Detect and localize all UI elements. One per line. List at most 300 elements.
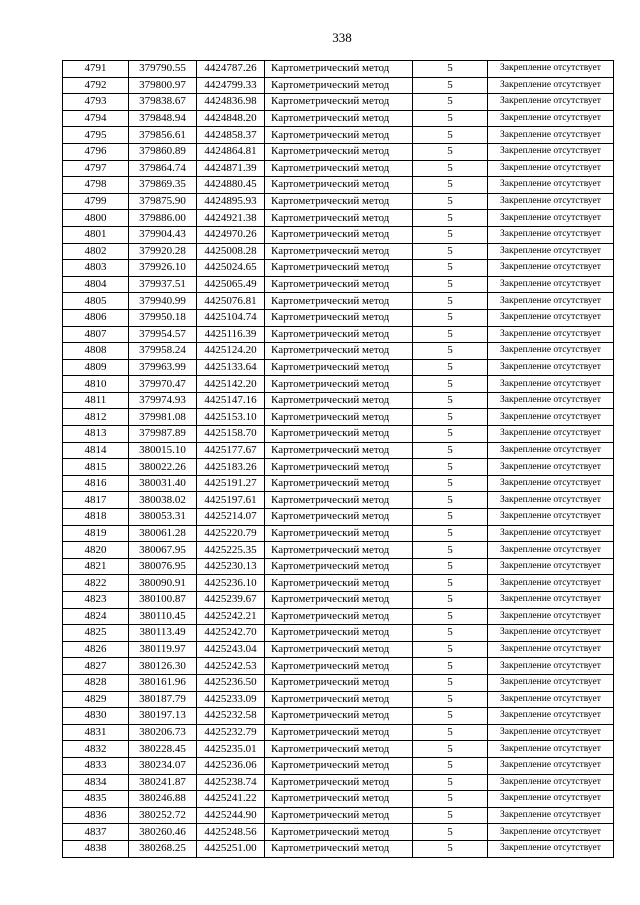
accuracy-cell: 5 bbox=[413, 575, 488, 592]
method-cell: Картометрический метод bbox=[265, 708, 413, 725]
method-cell: Картометрический метод bbox=[265, 276, 413, 293]
fixing-cell: Закрепление отсутствует bbox=[488, 127, 614, 144]
x-coordinate-cell: 380022.26 bbox=[129, 459, 197, 476]
x-coordinate-cell: 380268.25 bbox=[129, 840, 197, 857]
method-cell: Картометрический метод bbox=[265, 608, 413, 625]
table-row bbox=[63, 475, 614, 492]
table-row bbox=[63, 193, 614, 210]
x-coordinate-cell: 380038.02 bbox=[129, 492, 197, 509]
y-coordinate-cell: 4425238.74 bbox=[197, 774, 265, 791]
y-coordinate-cell: 4424921.38 bbox=[197, 210, 265, 227]
fixing-cell: Закрепление отсутствует bbox=[488, 293, 614, 310]
table-row bbox=[63, 392, 614, 409]
fixing-cell: Закрепление отсутствует bbox=[488, 426, 614, 443]
table-row bbox=[63, 608, 614, 625]
method-cell: Картометрический метод bbox=[265, 359, 413, 376]
x-coordinate-cell: 380228.45 bbox=[129, 741, 197, 758]
fixing-cell: Закрепление отсутствует bbox=[488, 658, 614, 675]
coordinates-table bbox=[62, 60, 614, 858]
accuracy-cell: 5 bbox=[413, 94, 488, 111]
table-row bbox=[63, 143, 614, 160]
table-body bbox=[63, 61, 614, 858]
accuracy-cell: 5 bbox=[413, 691, 488, 708]
fixing-cell: Закрепление отсутствует bbox=[488, 276, 614, 293]
accuracy-cell: 5 bbox=[413, 110, 488, 127]
y-coordinate-cell: 4425243.04 bbox=[197, 641, 265, 658]
x-coordinate-cell: 379940.99 bbox=[129, 293, 197, 310]
fixing-cell: Закрепление отсутствует bbox=[488, 210, 614, 227]
x-coordinate-cell: 379856.61 bbox=[129, 127, 197, 144]
fixing-cell: Закрепление отсутствует bbox=[488, 110, 614, 127]
y-coordinate-cell: 4425104.74 bbox=[197, 309, 265, 326]
fixing-cell: Закрепление отсутствует bbox=[488, 459, 614, 476]
method-cell: Картометрический метод bbox=[265, 376, 413, 393]
x-coordinate-cell: 379963.99 bbox=[129, 359, 197, 376]
accuracy-cell: 5 bbox=[413, 608, 488, 625]
accuracy-cell: 5 bbox=[413, 326, 488, 343]
fixing-cell: Закрепление отсутствует bbox=[488, 674, 614, 691]
table-row bbox=[63, 293, 614, 310]
y-coordinate-cell: 4425214.07 bbox=[197, 509, 265, 526]
y-coordinate-cell: 4425220.79 bbox=[197, 525, 265, 542]
accuracy-cell: 5 bbox=[413, 492, 488, 509]
fixing-cell: Закрепление отсутствует bbox=[488, 392, 614, 409]
x-coordinate-cell: 380076.95 bbox=[129, 558, 197, 575]
point-number-cell: 4797 bbox=[63, 160, 129, 177]
point-number-cell: 4827 bbox=[63, 658, 129, 675]
y-coordinate-cell: 4424895.93 bbox=[197, 193, 265, 210]
point-number-cell: 4806 bbox=[63, 309, 129, 326]
table-row bbox=[63, 127, 614, 144]
y-coordinate-cell: 4425065.49 bbox=[197, 276, 265, 293]
accuracy-cell: 5 bbox=[413, 143, 488, 160]
accuracy-cell: 5 bbox=[413, 824, 488, 841]
table-row bbox=[63, 309, 614, 326]
fixing-cell: Закрепление отсутствует bbox=[488, 226, 614, 243]
method-cell: Картометрический метод bbox=[265, 625, 413, 642]
x-coordinate-cell: 379860.89 bbox=[129, 143, 197, 160]
table-row bbox=[63, 160, 614, 177]
x-coordinate-cell: 380053.31 bbox=[129, 509, 197, 526]
accuracy-cell: 5 bbox=[413, 708, 488, 725]
x-coordinate-cell: 380241.87 bbox=[129, 774, 197, 791]
y-coordinate-cell: 4425225.35 bbox=[197, 542, 265, 559]
point-number-cell: 4821 bbox=[63, 558, 129, 575]
fixing-cell: Закрепление отсутствует bbox=[488, 774, 614, 791]
method-cell: Картометрический метод bbox=[265, 757, 413, 774]
method-cell: Картометрический метод bbox=[265, 210, 413, 227]
point-number-cell: 4816 bbox=[63, 475, 129, 492]
accuracy-cell: 5 bbox=[413, 276, 488, 293]
accuracy-cell: 5 bbox=[413, 293, 488, 310]
point-number-cell: 4804 bbox=[63, 276, 129, 293]
accuracy-cell: 5 bbox=[413, 475, 488, 492]
table-row bbox=[63, 409, 614, 426]
y-coordinate-cell: 4425235.01 bbox=[197, 741, 265, 758]
x-coordinate-cell: 380113.49 bbox=[129, 625, 197, 642]
accuracy-cell: 5 bbox=[413, 376, 488, 393]
method-cell: Картометрический метод bbox=[265, 127, 413, 144]
y-coordinate-cell: 4425236.10 bbox=[197, 575, 265, 592]
point-number-cell: 4794 bbox=[63, 110, 129, 127]
y-coordinate-cell: 4425024.65 bbox=[197, 260, 265, 277]
accuracy-cell: 5 bbox=[413, 757, 488, 774]
point-number-cell: 4819 bbox=[63, 525, 129, 542]
accuracy-cell: 5 bbox=[413, 641, 488, 658]
table-row bbox=[63, 592, 614, 609]
x-coordinate-cell: 380061.28 bbox=[129, 525, 197, 542]
method-cell: Картометрический метод bbox=[265, 824, 413, 841]
fixing-cell: Закрепление отсутствует bbox=[488, 442, 614, 459]
accuracy-cell: 5 bbox=[413, 226, 488, 243]
fixing-cell: Закрепление отсутствует bbox=[488, 608, 614, 625]
method-cell: Картометрический метод bbox=[265, 724, 413, 741]
y-coordinate-cell: 4425236.06 bbox=[197, 757, 265, 774]
y-coordinate-cell: 4425239.67 bbox=[197, 592, 265, 609]
fixing-cell: Закрепление отсутствует bbox=[488, 94, 614, 111]
fixing-cell: Закрепление отсутствует bbox=[488, 824, 614, 841]
y-coordinate-cell: 4425191.27 bbox=[197, 475, 265, 492]
fixing-cell: Закрепление отсутствует bbox=[488, 376, 614, 393]
y-coordinate-cell: 4425242.70 bbox=[197, 625, 265, 642]
fixing-cell: Закрепление отсутствует bbox=[488, 757, 614, 774]
y-coordinate-cell: 4425153.10 bbox=[197, 409, 265, 426]
point-number-cell: 4825 bbox=[63, 625, 129, 642]
accuracy-cell: 5 bbox=[413, 592, 488, 609]
y-coordinate-cell: 4425197.61 bbox=[197, 492, 265, 509]
y-coordinate-cell: 4425076.81 bbox=[197, 293, 265, 310]
accuracy-cell: 5 bbox=[413, 61, 488, 78]
method-cell: Картометрический метод bbox=[265, 575, 413, 592]
fixing-cell: Закрепление отсутствует bbox=[488, 592, 614, 609]
y-coordinate-cell: 4425241.22 bbox=[197, 791, 265, 808]
table-row bbox=[63, 177, 614, 194]
method-cell: Картометрический метод bbox=[265, 293, 413, 310]
table-row bbox=[63, 625, 614, 642]
table-row bbox=[63, 840, 614, 857]
accuracy-cell: 5 bbox=[413, 442, 488, 459]
y-coordinate-cell: 4425251.00 bbox=[197, 840, 265, 857]
point-number-cell: 4823 bbox=[63, 592, 129, 609]
method-cell: Картометрический метод bbox=[265, 459, 413, 476]
accuracy-cell: 5 bbox=[413, 509, 488, 526]
point-number-cell: 4809 bbox=[63, 359, 129, 376]
accuracy-cell: 5 bbox=[413, 177, 488, 194]
point-number-cell: 4802 bbox=[63, 243, 129, 260]
method-cell: Картометрический метод bbox=[265, 243, 413, 260]
method-cell: Картометрический метод bbox=[265, 442, 413, 459]
method-cell: Картометрический метод bbox=[265, 509, 413, 526]
method-cell: Картометрический метод bbox=[265, 741, 413, 758]
x-coordinate-cell: 379869.35 bbox=[129, 177, 197, 194]
y-coordinate-cell: 4424871.39 bbox=[197, 160, 265, 177]
y-coordinate-cell: 4424970.26 bbox=[197, 226, 265, 243]
x-coordinate-cell: 380110.45 bbox=[129, 608, 197, 625]
y-coordinate-cell: 4425183.26 bbox=[197, 459, 265, 476]
y-coordinate-cell: 4425242.53 bbox=[197, 658, 265, 675]
point-number-cell: 4822 bbox=[63, 575, 129, 592]
table-row bbox=[63, 276, 614, 293]
y-coordinate-cell: 4425232.79 bbox=[197, 724, 265, 741]
table-row bbox=[63, 226, 614, 243]
x-coordinate-cell: 379950.18 bbox=[129, 309, 197, 326]
method-cell: Картометрический метод bbox=[265, 674, 413, 691]
method-cell: Картометрический метод bbox=[265, 343, 413, 360]
accuracy-cell: 5 bbox=[413, 791, 488, 808]
fixing-cell: Закрепление отсутствует bbox=[488, 741, 614, 758]
x-coordinate-cell: 380206.73 bbox=[129, 724, 197, 741]
accuracy-cell: 5 bbox=[413, 359, 488, 376]
y-coordinate-cell: 4425142.20 bbox=[197, 376, 265, 393]
table-row bbox=[63, 459, 614, 476]
y-coordinate-cell: 4425244.90 bbox=[197, 807, 265, 824]
accuracy-cell: 5 bbox=[413, 426, 488, 443]
point-number-cell: 4812 bbox=[63, 409, 129, 426]
y-coordinate-cell: 4425233.09 bbox=[197, 691, 265, 708]
point-number-cell: 4830 bbox=[63, 708, 129, 725]
table-row bbox=[63, 359, 614, 376]
x-coordinate-cell: 379920.28 bbox=[129, 243, 197, 260]
fixing-cell: Закрепление отсутствует bbox=[488, 542, 614, 559]
y-coordinate-cell: 4424836.98 bbox=[197, 94, 265, 111]
fixing-cell: Закрепление отсутствует bbox=[488, 177, 614, 194]
x-coordinate-cell: 380126.30 bbox=[129, 658, 197, 675]
method-cell: Картометрический метод bbox=[265, 492, 413, 509]
method-cell: Картометрический метод bbox=[265, 226, 413, 243]
accuracy-cell: 5 bbox=[413, 840, 488, 857]
table-row bbox=[63, 691, 614, 708]
table-row bbox=[63, 542, 614, 559]
y-coordinate-cell: 4425248.56 bbox=[197, 824, 265, 841]
method-cell: Картометрический метод bbox=[265, 61, 413, 78]
accuracy-cell: 5 bbox=[413, 558, 488, 575]
table-row bbox=[63, 210, 614, 227]
table-row bbox=[63, 724, 614, 741]
fixing-cell: Закрепление отсутствует bbox=[488, 791, 614, 808]
method-cell: Картометрический метод bbox=[265, 542, 413, 559]
x-coordinate-cell: 379875.90 bbox=[129, 193, 197, 210]
accuracy-cell: 5 bbox=[413, 674, 488, 691]
accuracy-cell: 5 bbox=[413, 77, 488, 94]
fixing-cell: Закрепление отсутствует bbox=[488, 359, 614, 376]
table-row bbox=[63, 343, 614, 360]
x-coordinate-cell: 379981.08 bbox=[129, 409, 197, 426]
x-coordinate-cell: 380197.13 bbox=[129, 708, 197, 725]
x-coordinate-cell: 379848.94 bbox=[129, 110, 197, 127]
y-coordinate-cell: 4425177.67 bbox=[197, 442, 265, 459]
point-number-cell: 4834 bbox=[63, 774, 129, 791]
fixing-cell: Закрепление отсутствует bbox=[488, 807, 614, 824]
point-number-cell: 4833 bbox=[63, 757, 129, 774]
point-number-cell: 4807 bbox=[63, 326, 129, 343]
point-number-cell: 4836 bbox=[63, 807, 129, 824]
y-coordinate-cell: 4425236.50 bbox=[197, 674, 265, 691]
y-coordinate-cell: 4424880.45 bbox=[197, 177, 265, 194]
x-coordinate-cell: 379974.93 bbox=[129, 392, 197, 409]
fixing-cell: Закрепление отсутствует bbox=[488, 724, 614, 741]
fixing-cell: Закрепление отсутствует bbox=[488, 309, 614, 326]
accuracy-cell: 5 bbox=[413, 243, 488, 260]
accuracy-cell: 5 bbox=[413, 193, 488, 210]
x-coordinate-cell: 379800.97 bbox=[129, 77, 197, 94]
y-coordinate-cell: 4425230.13 bbox=[197, 558, 265, 575]
x-coordinate-cell: 380187.79 bbox=[129, 691, 197, 708]
y-coordinate-cell: 4424858.37 bbox=[197, 127, 265, 144]
point-number-cell: 4796 bbox=[63, 143, 129, 160]
accuracy-cell: 5 bbox=[413, 459, 488, 476]
table-row bbox=[63, 260, 614, 277]
fixing-cell: Закрепление отсутствует bbox=[488, 143, 614, 160]
y-coordinate-cell: 4425158.70 bbox=[197, 426, 265, 443]
x-coordinate-cell: 380067.95 bbox=[129, 542, 197, 559]
fixing-cell: Закрепление отсутствует bbox=[488, 691, 614, 708]
table-row bbox=[63, 807, 614, 824]
y-coordinate-cell: 4424799.33 bbox=[197, 77, 265, 94]
fixing-cell: Закрепление отсутствует bbox=[488, 492, 614, 509]
y-coordinate-cell: 4424787.26 bbox=[197, 61, 265, 78]
x-coordinate-cell: 379838.67 bbox=[129, 94, 197, 111]
fixing-cell: Закрепление отсутствует bbox=[488, 160, 614, 177]
y-coordinate-cell: 4425116.39 bbox=[197, 326, 265, 343]
method-cell: Картометрический метод bbox=[265, 193, 413, 210]
point-number-cell: 4808 bbox=[63, 343, 129, 360]
point-number-cell: 4791 bbox=[63, 61, 129, 78]
method-cell: Картометрический метод bbox=[265, 691, 413, 708]
point-number-cell: 4814 bbox=[63, 442, 129, 459]
x-coordinate-cell: 379864.74 bbox=[129, 160, 197, 177]
accuracy-cell: 5 bbox=[413, 658, 488, 675]
point-number-cell: 4795 bbox=[63, 127, 129, 144]
point-number-cell: 4801 bbox=[63, 226, 129, 243]
fixing-cell: Закрепление отсутствует bbox=[488, 625, 614, 642]
y-coordinate-cell: 4425124.20 bbox=[197, 343, 265, 360]
method-cell: Картометрический метод bbox=[265, 525, 413, 542]
fixing-cell: Закрепление отсутствует bbox=[488, 509, 614, 526]
point-number-cell: 4835 bbox=[63, 791, 129, 808]
method-cell: Картометрический метод bbox=[265, 77, 413, 94]
method-cell: Картометрический метод bbox=[265, 558, 413, 575]
table-row bbox=[63, 757, 614, 774]
accuracy-cell: 5 bbox=[413, 210, 488, 227]
point-number-cell: 4803 bbox=[63, 260, 129, 277]
table-row bbox=[63, 376, 614, 393]
method-cell: Картометрический метод bbox=[265, 592, 413, 609]
table-row bbox=[63, 575, 614, 592]
x-coordinate-cell: 380246.88 bbox=[129, 791, 197, 808]
table-row bbox=[63, 708, 614, 725]
x-coordinate-cell: 380119.97 bbox=[129, 641, 197, 658]
accuracy-cell: 5 bbox=[413, 774, 488, 791]
fixing-cell: Закрепление отсутствует bbox=[488, 409, 614, 426]
table-row bbox=[63, 774, 614, 791]
table-row bbox=[63, 791, 614, 808]
method-cell: Картометрический метод bbox=[265, 94, 413, 111]
x-coordinate-cell: 380031.40 bbox=[129, 475, 197, 492]
fixing-cell: Закрепление отсутствует bbox=[488, 525, 614, 542]
table-row bbox=[63, 61, 614, 78]
x-coordinate-cell: 380090.91 bbox=[129, 575, 197, 592]
method-cell: Картометрический метод bbox=[265, 791, 413, 808]
method-cell: Картометрический метод bbox=[265, 143, 413, 160]
table-row bbox=[63, 641, 614, 658]
method-cell: Картометрический метод bbox=[265, 309, 413, 326]
point-number-cell: 4829 bbox=[63, 691, 129, 708]
point-number-cell: 4799 bbox=[63, 193, 129, 210]
point-number-cell: 4798 bbox=[63, 177, 129, 194]
method-cell: Картометрический метод bbox=[265, 110, 413, 127]
accuracy-cell: 5 bbox=[413, 807, 488, 824]
table-row bbox=[63, 426, 614, 443]
table-row bbox=[63, 492, 614, 509]
x-coordinate-cell: 380015.10 bbox=[129, 442, 197, 459]
method-cell: Картометрический метод bbox=[265, 807, 413, 824]
x-coordinate-cell: 380100.87 bbox=[129, 592, 197, 609]
fixing-cell: Закрепление отсутствует bbox=[488, 558, 614, 575]
fixing-cell: Закрепление отсутствует bbox=[488, 260, 614, 277]
accuracy-cell: 5 bbox=[413, 724, 488, 741]
table-row bbox=[63, 509, 614, 526]
point-number-cell: 4832 bbox=[63, 741, 129, 758]
table-row bbox=[63, 326, 614, 343]
fixing-cell: Закрепление отсутствует bbox=[488, 343, 614, 360]
y-coordinate-cell: 4425008.28 bbox=[197, 243, 265, 260]
point-number-cell: 4810 bbox=[63, 376, 129, 393]
x-coordinate-cell: 379987.89 bbox=[129, 426, 197, 443]
point-number-cell: 4838 bbox=[63, 840, 129, 857]
point-number-cell: 4811 bbox=[63, 392, 129, 409]
accuracy-cell: 5 bbox=[413, 741, 488, 758]
y-coordinate-cell: 4425147.16 bbox=[197, 392, 265, 409]
fixing-cell: Закрепление отсутствует bbox=[488, 61, 614, 78]
table-row bbox=[63, 741, 614, 758]
accuracy-cell: 5 bbox=[413, 309, 488, 326]
method-cell: Картометрический метод bbox=[265, 658, 413, 675]
fixing-cell: Закрепление отсутствует bbox=[488, 193, 614, 210]
table-row bbox=[63, 558, 614, 575]
table-row bbox=[63, 94, 614, 111]
y-coordinate-cell: 4425133.64 bbox=[197, 359, 265, 376]
method-cell: Картометрический метод bbox=[265, 774, 413, 791]
table-row bbox=[63, 110, 614, 127]
y-coordinate-cell: 4425232.58 bbox=[197, 708, 265, 725]
method-cell: Картометрический метод bbox=[265, 326, 413, 343]
x-coordinate-cell: 380252.72 bbox=[129, 807, 197, 824]
x-coordinate-cell: 379904.43 bbox=[129, 226, 197, 243]
point-number-cell: 4826 bbox=[63, 641, 129, 658]
point-number-cell: 4837 bbox=[63, 824, 129, 841]
method-cell: Картометрический метод bbox=[265, 177, 413, 194]
point-number-cell: 4815 bbox=[63, 459, 129, 476]
table-row bbox=[63, 824, 614, 841]
point-number-cell: 4824 bbox=[63, 608, 129, 625]
fixing-cell: Закрепление отсутствует bbox=[488, 575, 614, 592]
table-row bbox=[63, 674, 614, 691]
x-coordinate-cell: 379937.51 bbox=[129, 276, 197, 293]
table-row bbox=[63, 442, 614, 459]
fixing-cell: Закрепление отсутствует bbox=[488, 475, 614, 492]
accuracy-cell: 5 bbox=[413, 525, 488, 542]
x-coordinate-cell: 379926.10 bbox=[129, 260, 197, 277]
accuracy-cell: 5 bbox=[413, 625, 488, 642]
point-number-cell: 4831 bbox=[63, 724, 129, 741]
page-number: 338 bbox=[332, 30, 352, 45]
method-cell: Картометрический метод bbox=[265, 840, 413, 857]
fixing-cell: Закрепление отсутствует bbox=[488, 243, 614, 260]
x-coordinate-cell: 379790.55 bbox=[129, 61, 197, 78]
method-cell: Картометрический метод bbox=[265, 475, 413, 492]
accuracy-cell: 5 bbox=[413, 127, 488, 144]
method-cell: Картометрический метод bbox=[265, 392, 413, 409]
